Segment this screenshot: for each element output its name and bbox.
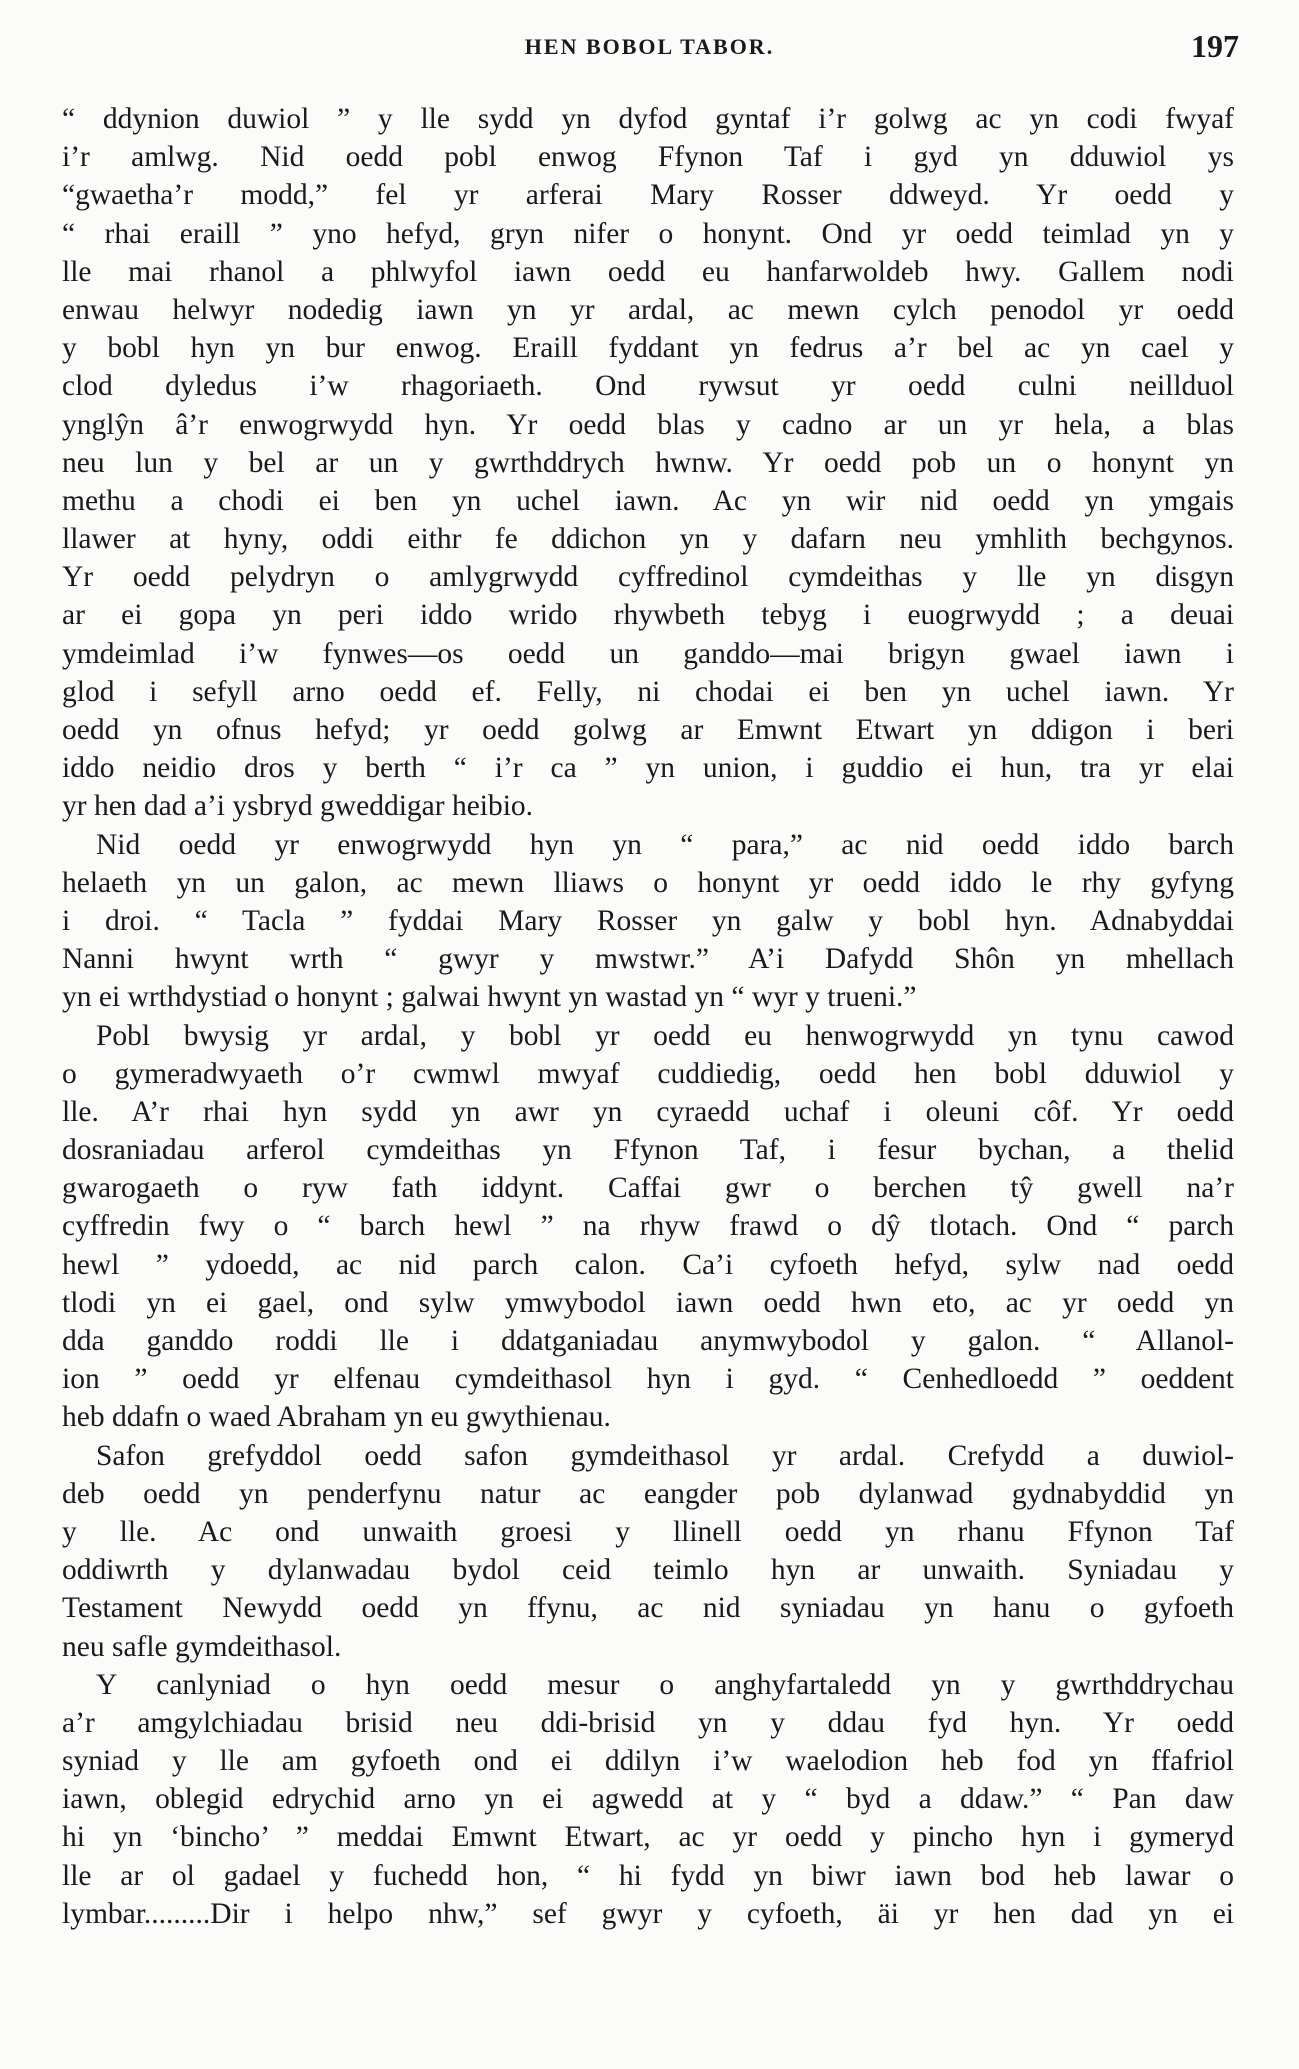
text-line: lle. A’r rhai hyn sydd yn awr yn cyraedd uchaf i oleuni côf. Yr oedd	[62, 1095, 1234, 1128]
text-line: Testament Newydd oedd yn ffynu, ac nid syniadau yn hanu o gyfoeth	[62, 1592, 1234, 1625]
paragraph	[62, 826, 1234, 1017]
text-line: ar ei gopa yn peri iddo wrido rhywbeth tebyg i euogrwydd ; a deuai	[62, 599, 1234, 632]
text-line: gwarogaeth o ryw fath iddynt. Caffai gwr o berchen tŷ gwell na’r	[62, 1172, 1234, 1205]
text-line: ynglŷn â’r enwogrwydd hyn. Yr oedd blas y cadno ar un yr hela, a blas	[62, 408, 1234, 441]
text-line: i droi. “ Tacla ” fyddai Mary Rosser yn galw y bobl hyn. Adnabyddai	[62, 904, 1234, 937]
text-line: Yr oedd pelydryn o amlygrwydd cyffredinol cymdeithas y lle yn disgyn	[62, 561, 1234, 594]
text-line: clod dyledus i’w rhagoriaeth. Ond rywsut yr oedd culni neillduol	[62, 370, 1234, 403]
text-line: Nanni hwynt wrth “ gwyr y mwstwr.” A’i Dafydd Shôn yn mhellach	[62, 943, 1234, 976]
text-line: lle mai rhanol a phlwyfol iawn oedd eu hanfarwoldeb hwy. Gallem nodi	[62, 255, 1234, 288]
text-line: oddiwrth y dylanwadau bydol ceid teimlo hyn ar unwaith. Syniadau y	[62, 1554, 1234, 1587]
text-line: a’r amgylchiadau brisid neu ddi-brisid yn y ddau fyd hyn. Yr oedd	[62, 1706, 1234, 1739]
text-line: syniad y lle am gyfoeth ond ei ddilyn i’w waelodion heb fod yn ffafriol	[62, 1745, 1234, 1778]
paragraph	[62, 1437, 1234, 1666]
text-line: helaeth yn un galon, ac mewn lliaws o honynt yr oedd iddo le rhy gyfyng	[62, 866, 1234, 899]
paragraph	[62, 1666, 1234, 1933]
text-line: yn ei wrthdystiad o honynt ; galwai hwynt yn wastad yn “ wyr y trueni.”	[62, 981, 917, 1014]
text-line: “ ddynion duwiol ” y lle sydd yn dyfod gyntaf i’r golwg ac yn codi fwyaf	[62, 103, 1234, 135]
page-header	[60, 28, 1239, 76]
text-line: yr hen dad a’i ysbryd gweddigar heibio.	[62, 790, 534, 823]
text-line: Safon grefyddol oedd safon gymdeithasol yr ardal. Crefydd a duwiol-	[96, 1439, 1234, 1472]
text-line: i’r amlwg. Nid oedd pobl enwog Ffynon Taf i gyd yn dduwiol ys	[62, 141, 1234, 174]
text-line: dda ganddo roddi lle i ddatganiadau anymwybodol y galon. “ Allanol-	[62, 1325, 1234, 1357]
text-line: tlodi yn ei gael, ond sylw ymwybodol iawn oedd hwn eto, ac yr oedd yn	[62, 1286, 1234, 1319]
text-line: llawer at hyny, oddi eithr fe ddichon yn y dafarn neu ymhlith bechgynos.	[62, 523, 1234, 556]
text-line: “ rhai eraill ” yno hefyd, gryn nifer o honynt. Ond yr oedd teimlad yn y	[62, 217, 1234, 250]
body-text	[62, 100, 1234, 1933]
text-line: neu safle gymdeithasol.	[62, 1630, 342, 1663]
text-line: iddo neidio dros y berth “ i’r ca ” yn union, i guddio ei hun, tra yr elai	[62, 752, 1234, 785]
text-line: glod i sefyll arno oedd ef. Felly, ni chodai ei ben yn uchel iawn. Yr	[62, 675, 1234, 708]
text-line: methu a chodi ei ben yn uchel iawn. Ac yn wir nid oedd yn ymgais	[62, 484, 1234, 517]
text-line: ion ” oedd yr elfenau cymdeithasol hyn i gyd. “ Cenhedloedd ” oeddent	[62, 1363, 1234, 1396]
text-line: iawn, oblegid edrychid arno yn ei agwedd at y “ byd a ddaw.” “ Pan daw	[62, 1783, 1234, 1816]
paragraph	[62, 1017, 1234, 1437]
text-line: “gwaetha’r modd,” fel yr arferai Mary Rosser ddweyd. Yr oedd y	[62, 179, 1234, 212]
text-line: heb ddafn o waed Abraham yn eu gwythienau.	[62, 1401, 611, 1434]
running-title: HEN BOBOL TABOR.	[524, 34, 775, 59]
text-line: hi yn ‘bincho’ ” meddai Emwnt Etwart, ac yr oedd y pincho hyn i gymeryd	[62, 1821, 1234, 1854]
text-line: Pobl bwysig yr ardal, y bobl yr oedd eu henwogrwydd yn tynu cawod	[96, 1019, 1234, 1052]
text-line: enwau helwyr nodedig iawn yn yr ardal, ac mewn cylch penodol yr oedd	[62, 293, 1234, 326]
text-line: Nid oedd yr enwogrwydd hyn yn “ para,” ac nid oedd iddo barch	[96, 828, 1234, 861]
text-line: neu lun y bel ar un y gwrthddrych hwnw. Yr oedd pob un o honynt yn	[62, 446, 1234, 479]
page-number: 197	[1191, 28, 1239, 64]
text-line: y bobl hyn yn bur enwog. Eraill fyddant yn fedrus a’r bel ac yn cael y	[62, 332, 1234, 365]
text-line: y lle. Ac ond unwaith groesi y llinell oedd yn rhanu Ffynon Taf	[62, 1515, 1234, 1548]
text-line: Y canlyniad o hyn oedd mesur o anghyfartaledd yn y gwrthddrychau	[96, 1668, 1234, 1701]
text-line: ymdeimlad i’w fynwes—os oedd un ganddo—mai brigyn gwael iawn i	[62, 637, 1234, 670]
text-line: deb oedd yn penderfynu natur ac eangder pob dylanwad gydnabyddid yn	[62, 1477, 1234, 1510]
text-line: lle ar ol gadael y fuchedd hon, “ hi fydd yn biwr iawn bod heb lawar o	[62, 1859, 1234, 1892]
text-line: lymbar.........Dir i helpo nhw,” sef gwyr y cyfoeth, äi yr hen dad yn ei	[62, 1897, 1234, 1930]
paragraph	[62, 100, 1234, 826]
text-line: o gymeradwyaeth o’r cwmwl mwyaf cuddiedig, oedd hen bobl dduwiol y	[62, 1057, 1234, 1090]
text-line: cyffredin fwy o “ barch hewl ” na rhyw frawd o dŷ tlotach. Ond “ parch	[62, 1210, 1234, 1243]
text-line: oedd yn ofnus hefyd; yr oedd golwg ar Emwnt Etwart yn ddigon i beri	[62, 714, 1234, 746]
text-line: hewl ” ydoedd, ac nid parch calon. Ca’i cyfoeth hefyd, sylw nad oedd	[62, 1248, 1234, 1281]
text-line: dosraniadau arferol cymdeithas yn Ffynon Taf, i fesur bychan, a thelid	[62, 1134, 1234, 1167]
